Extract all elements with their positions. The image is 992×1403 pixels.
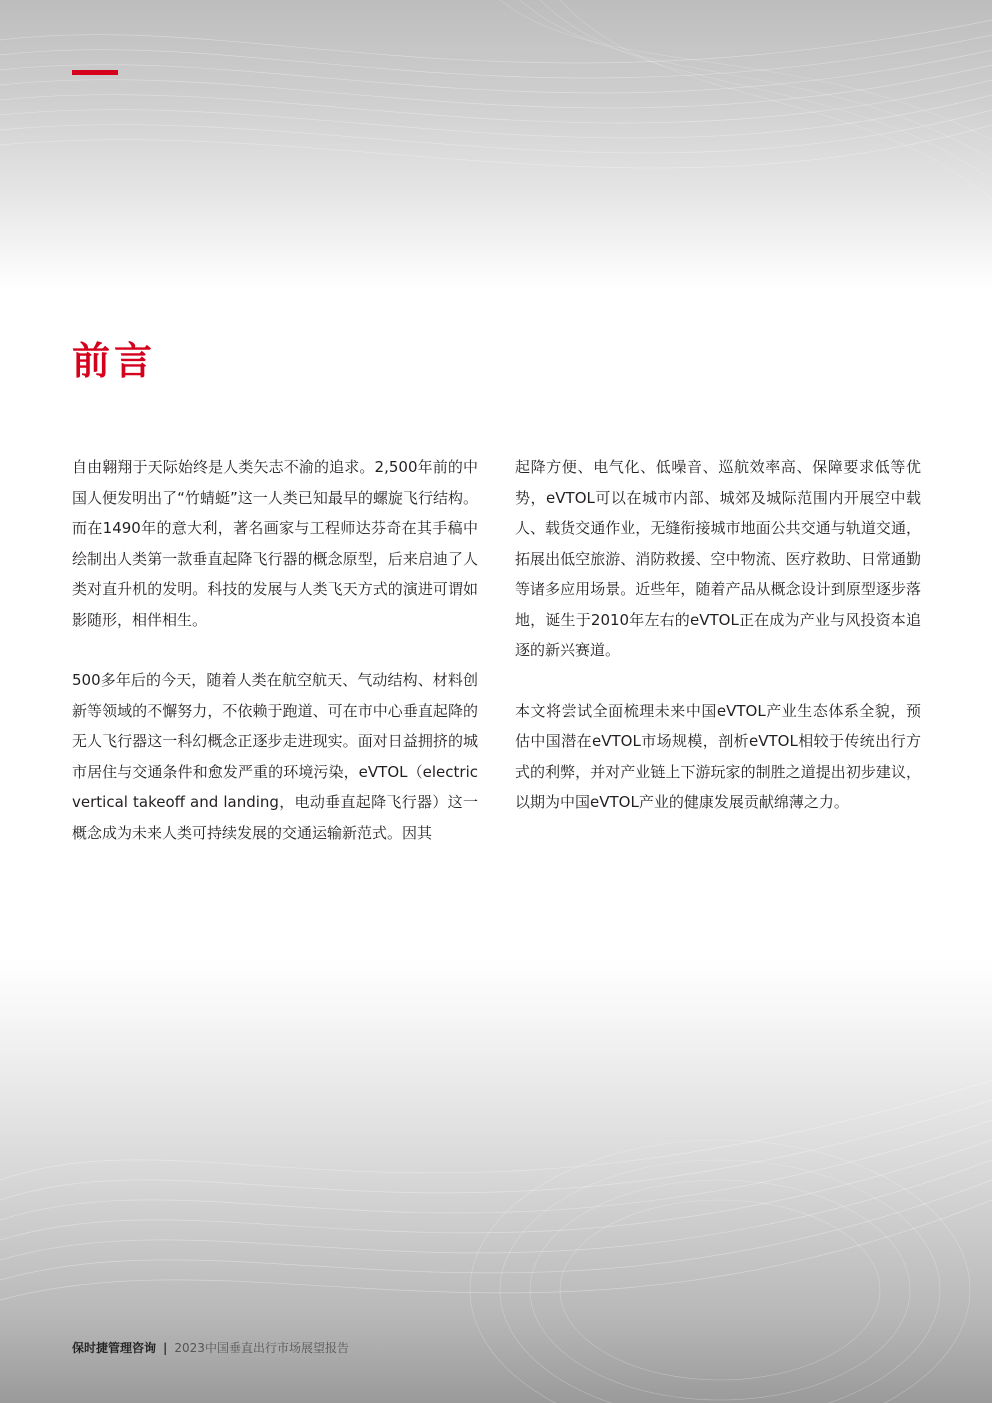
- footer-report-title: 2023中国垂直出行市场展望报告: [174, 1341, 349, 1355]
- paragraph: 500多年后的今天，随着人类在航空航天、气动结构、材料创新等领域的不懈努力，不依赖于跑道、可在市中心垂直起降的无人飞行器这一科幻概念正逐步走进现实。面对日益拥挤的城市居住与交通条件和愈发严重的环境污染，eVTOL（electric vertical takeoff and landing，电动垂直起降飞行器）这一概念成为未来人类可持续发展的交通运输新范式。因其: [72, 671, 478, 842]
- right-text-column: [515, 452, 921, 848]
- paragraph: 起降方便、电气化、低噪音、巡航效率高、保障要求低等优势，eVTOL可以在城市内部、城郊及城际范围内开展空中载人、载货交通作业，无缝衔接城市地面公共交通与轨道交通，拓展出低空旅游、消防救援、空中物流、医疗救助、日常通勤等诸多应用场景。近些年，随着产品从概念设计到原型逐步落地，诞生于2010年左右的eVTOL正在成为产业与风投资本追逐的新兴赛道。: [515, 458, 921, 659]
- footer-separator: |: [163, 1341, 168, 1355]
- paragraph: 自由翱翔于天际始终是人类矢志不渝的追求。2,500年前的中国人便发明出了“竹蜻蜓”这一人类已知最早的螺旋飞行结构。而在1490年的意大利，著名画家与工程师达芬奇在其手稿中绘制出人类第一款垂直起降飞行器的概念原型，后来启迪了人类对直升机的发明。科技的发展与人类飞天方式的演进可谓如影随形，相伴相生。: [72, 458, 478, 629]
- accent-bar: [72, 70, 118, 75]
- left-text-column: [72, 452, 478, 878]
- page-footer: [72, 1339, 349, 1356]
- paragraph: 本文将尝试全面梳理未来中国eVTOL产业生态体系全貌，预估中国潜在eVTOL市场规模，剖析eVTOL相较于传统出行方式的利弊，并对产业链上下游玩家的制胜之道提出初步建议，以期为中国eVTOL产业的健康发展贡献绵薄之力。: [515, 701, 921, 811]
- page-title: 前言: [72, 339, 157, 383]
- footer-wave-pattern: [0, 960, 992, 1403]
- footer-brand: 保时捷管理咨询: [72, 1341, 157, 1355]
- header-wave-pattern: [0, 0, 992, 290]
